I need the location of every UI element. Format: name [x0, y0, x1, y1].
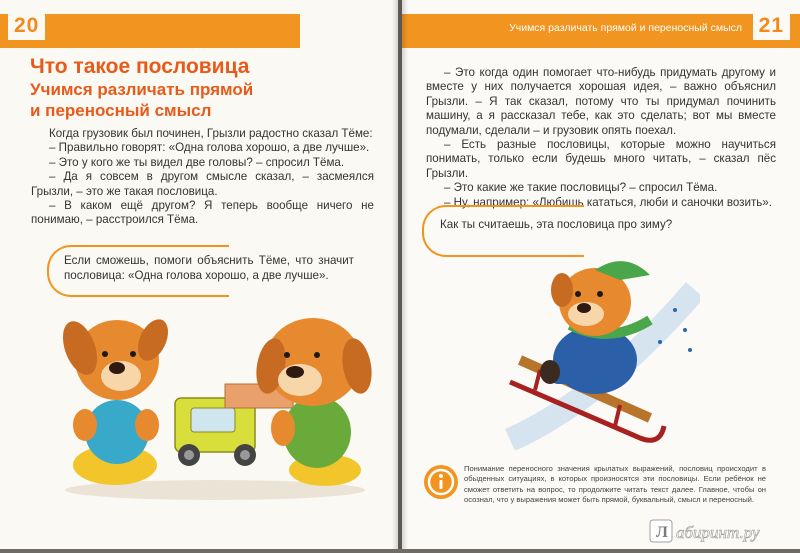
info-glyph [424, 465, 458, 499]
paragraph: – Есть разные пословицы, которые можно научиться понимать, только если будешь много читать, – сказал пёс Грызли. [426, 138, 776, 180]
story-text-right [426, 66, 776, 210]
bear-on-sled-illustration [500, 250, 700, 450]
paragraph: Когда грузовик был починен, Грызли радостно сказал Тёме: [49, 127, 373, 140]
subtitle-line-2: и переносный смысл [30, 101, 212, 120]
svg-text:абиринт.ру: абиринт.ру [676, 523, 760, 542]
paragraph: – В каком ещё другом? Я теперь вообще ничего не понимаю, – расстроился Тёма. [31, 199, 374, 227]
paragraph: – Ну, например: «Любишь кататься, люби и саночки возить». [444, 195, 772, 209]
watermark [648, 516, 798, 553]
story-text-left [31, 127, 374, 228]
info-icon [424, 465, 458, 499]
running-header: Учимся различать прямой и переносный смысл [509, 22, 742, 34]
book-spine [392, 0, 408, 549]
parent-note: Понимание переносного значения крылатых выражений, пословиц происходит в обыденных ситуациях, в которых произносятся эти пословицы. Если ребёнок не сможет ответить на вопрос, то продолжите читать текст далее. Главное, чтобы он осознал, что у выражения может быть прямой, буквальный, смысл и переносный. [464, 464, 766, 505]
callout-question-right: Как ты считаешь, эта пословица про зиму? [440, 218, 673, 231]
labirint-logo [648, 516, 798, 548]
callout-question-left: Если сможешь, помоги объяснить Тёме, что значит пословица: «Одна голова хорошо, а две лучше». [64, 254, 354, 282]
paragraph: – Это когда один помогает что-нибудь придумать другому и вместе у них получается хорошая идея, – важно объяснил Грызли. – Я так сказал, потому что ты придумал починить машину, а я рассказал тебе, как это сделать; вот мы вместе подумали, сделали – и грузовик опять поехал. [426, 66, 776, 137]
paragraph: – Это какие же такие пословицы? – спросил Тёма. [444, 181, 718, 195]
bears-with-truck-illustration [55, 300, 375, 500]
subtitle-line-1: Учимся различать прямой [30, 80, 254, 99]
page-title: Что такое пословица [30, 55, 250, 78]
svg-text:Л: Л [656, 524, 668, 541]
page-number-left: 20 [8, 12, 45, 40]
page-number-right: 21 [753, 12, 790, 40]
paragraph: – Это у кого же ты видел две головы? – спросил Тёма. [49, 155, 345, 169]
paragraph: – Правильно говорят: «Одна голова хорошо, а две лучше». [49, 141, 370, 155]
title-block [30, 55, 253, 121]
paragraph: – Да я совсем в другом смысле сказал, – засмеялся Грызли, – это же такая пословица. [31, 170, 374, 198]
left-page [0, 0, 398, 549]
